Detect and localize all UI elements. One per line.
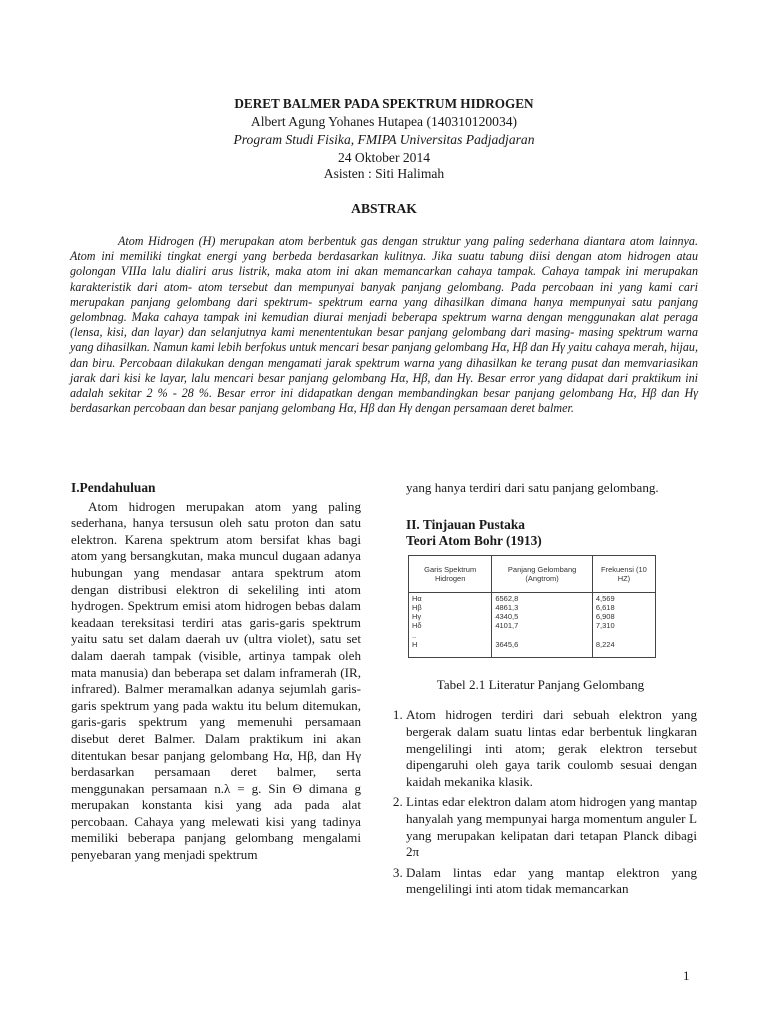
table-header-wavelength: Panjang Gelombang (Angtrom) — [492, 555, 593, 592]
table-cell: Hδ — [412, 621, 422, 631]
abstract-body — [70, 234, 698, 416]
wavelength-table — [408, 555, 656, 658]
table-cell: 4101,7 — [495, 621, 519, 631]
table-cell: Hα — [412, 593, 422, 603]
section-1-paragraph: Atom hidrogen merupakan atom yang paling sederhana, hanya tersusun oleh satu proton dan satu elektron. Karena spektrum atom bersifat khas bagi atom yang bersangkutan, maka muncul dugaan adanya hubungan yang mendasar antara spektrum atom dengan distribusi elektron di sekeliling inti atom hydrogen. Spektrum emisi atom hidrogen bebas dalam keadaan tereksitasi terdiri atas garis-garis spektrum yaitu satu set dalam daerah uv (ultra violet), satu set dalam daerah tampak (visible, artinya tampak oleh mata manusia) dan beberapa set dalam inframerah (IR, infrared). Balmer meramalkan adanya sejumlah garis-garis spektrum yang pada waktu itu belum ditemukan, garis-garis spektrum yang memenuhi persamaan disebut deret Balmer. Dalam praktikum ini akan ditentukan besar panjang gelombang Hα, Hβ, dan Hγ berdasarkan persamaan deret balmer, serta menggunakan persamaan n.λ = g. Sin Θ dimana g merupakan konstanta kisi yang ada pada alat percobaan. Cahaya yang melewati kisi yang tadinya memiliki beberapa panjang gelombang mengalami penyebaran yang menjadi spektrum — [71, 498, 361, 863]
literature-table — [408, 555, 656, 667]
table-col-frequency — [592, 592, 655, 657]
bohr-postulates-list — [384, 707, 697, 898]
paper-title: DERET BALMER PADA SPEKTRUM HIDROGEN — [234, 96, 534, 111]
table-cell: 6,908 — [595, 612, 615, 622]
list-item: 1. Atom hidrogen terdiri dari sebuah elektron yang bergerak dalam suatu lintas edar berbentuk lingkaran mengelilingi inti atom; gerak elektron tersebut dipengaruhi oleh gaya tarik coulomb sesuai dengan kaidah mekanika klasik. — [406, 707, 697, 790]
page-number: 1 — [683, 968, 690, 983]
assistant-line: Asisten : Siti Halimah — [323, 166, 445, 181]
table-col-line — [409, 592, 492, 657]
table-header-frequency: Frekuensi (10 HZ) — [592, 555, 655, 592]
right-column — [384, 480, 697, 902]
table-cell: H — [412, 639, 418, 649]
section-1-title: I.Pendahuluan — [71, 480, 156, 495]
table-header-line: Garis Spektrum Hidrogen — [409, 555, 492, 592]
table-cell — [596, 631, 652, 640]
table-cell: 3645,6 — [495, 639, 519, 649]
section-1-continuation: yang hanya terdiri dari satu panjang gelombang. — [406, 480, 659, 495]
section-2-title: II. Tinjauan Pustaka — [406, 516, 525, 532]
table-cell: 4340,5 — [495, 612, 519, 622]
left-column — [71, 480, 361, 864]
table-cell — [495, 631, 589, 640]
table-cell: 6562,8 — [495, 593, 519, 603]
institution-line: Program Studi Fisika, FMIPA Universitas Padjadjaran — [233, 132, 535, 147]
section-2-subtitle: Teori Atom Bohr (1913) — [406, 533, 542, 549]
author-line: Albert Agung Yohanes Hutapea (140310120034) — [250, 114, 518, 129]
abstract-heading: ABSTRAK — [351, 201, 417, 216]
table-cell: 6,618 — [595, 602, 615, 612]
table-cell: .. — [412, 630, 417, 640]
table-cell: 8,224 — [595, 639, 615, 649]
list-item: 2. Lintas edar elektron dalam atom hidrogen yang mantap hanyalah yang mempunyai harga momentum anguler L yang merupakan kelipatan dari tetapan Planck dibagi 2π — [406, 794, 697, 860]
list-item: 3. Dalam lintas edar yang mantap elektron yang mengelilingi inti atom tidak memancarkan — [406, 865, 697, 898]
abstract-paragraph: Atom Hidrogen (H) merupakan atom berbentuk gas dengan struktur yang paling sederhana diantara atom lainnya. Atom ini memiliki tingkat energi yang berbeda berdasarkan kulitnya. Jika suatu tabung diisi dengan atom hidrogen atau golongan VIIIa lalu dialiri arus listrik, maka atom ini akan memancarkan cahaya tampak. Cahaya tampak ini merupakan karakteristik dari atom- atom tersebut dan mempunyai banyak panjang gelombang. Pada percobaan ini yang kami cari merupakan panjang gelombang dari spektrum- spektrum earna yang dihasilkan dimana hanya mempunyai satu panjang gelombnag. Maka cahaya tampak ini kemudian diurai menjadi beberapa spektrum warna dengan menggunakan alat peraga (lensa, kisi, dan layar) dan selanjutnya kami menententukan besar panjang gelombang dari masing- masing spektrum warna yang dihasilkan. Namun kami lebih berfokus untuk mencari besar panjang gelombang Hα, Hβ dan Hγ yaitu cahaya merah, hijau, dan biru. Percobaan dilakukan dengan mengamati jarak spektrum warna yang dihasilkan ke terang pusat dan memvariasikan jarak dari kisi ke layar, lalu mencari besar panjang gelombang Hα, Hβ, dan Hγ. Besar error yang didapat dari praktikum ini adalah sekitar 2 % - 28 %. Besar error ini didapatkan dengan membandingkan besar panjang gelombang Hα, Hβ dan Hγ berdasarkan percobaan dan besar panjang gelombang Hα, Hβ dan Hγ dengan persamaan deret balmer. — [70, 234, 698, 416]
table-caption: Tabel 2.1 Literatur Panjang Gelombang — [436, 676, 645, 692]
table-col-wavelength — [492, 592, 593, 657]
date-line: 24 Oktober 2014 — [337, 150, 431, 165]
table-cell: Hβ — [412, 602, 422, 612]
table-cell: 4861,3 — [495, 602, 519, 612]
table-cell: Hγ — [412, 612, 422, 622]
table-cell: 4,569 — [595, 593, 615, 603]
table-cell: 7,310 — [595, 621, 615, 631]
